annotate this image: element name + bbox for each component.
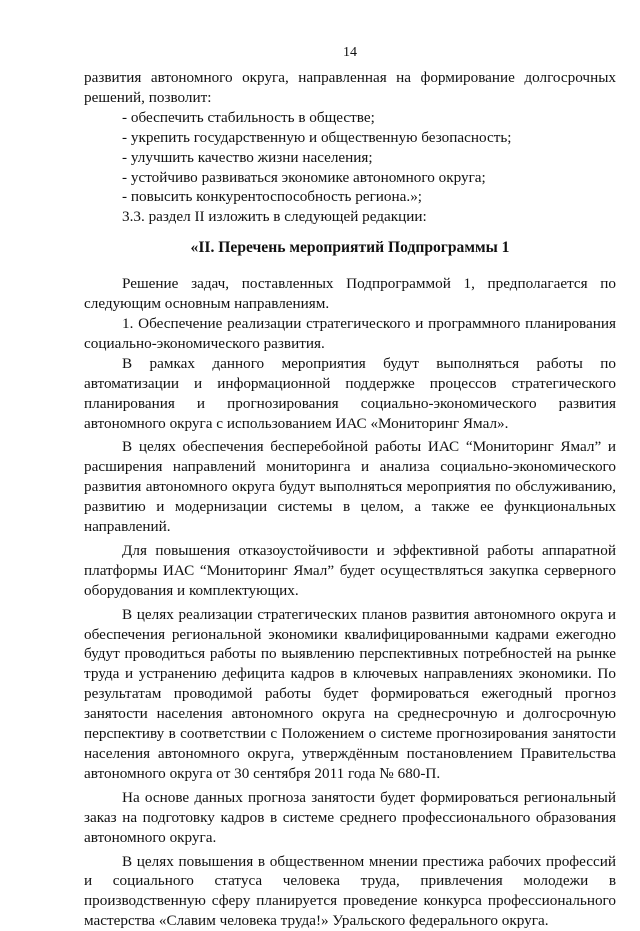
- section-heading: «II. Перечень мероприятий Подпрограммы 1: [190, 239, 510, 257]
- goal-item: - улучшить качество жизни населения;: [122, 148, 373, 166]
- page-number: 14: [343, 45, 357, 60]
- goal-item: - укрепить государственную и общественную безопасность;: [122, 128, 512, 146]
- body-paragraph: В целях повышения в общественном мнении престижа рабочих профессий и социального статуса человека труда, привлечения молодежи в производственную сферу планируется проведение конкурса профессионального мастерства «Славим человека труда!» Уральского федерального округа.: [84, 852, 616, 930]
- body-paragraph: Для повышения отказоустойчивости и эффективной работы аппаратной платформы ИАС “Мониторинг Ямал” будет осуществляться закупка серверного оборудования и комплектующих.: [84, 541, 616, 599]
- intro-paragraph: развития автономного округа, направленная на формирование долгосрочных решений, позволит:: [84, 69, 616, 106]
- goal-item: - обеспечить стабильность в обществе;: [122, 108, 375, 126]
- body-paragraph: Решение задач, поставленных Подпрограммой 1, предполагается по следующим основным направлениям.: [84, 275, 616, 313]
- document-page: [84, 44, 616, 931]
- body-paragraph: В целях обеспечения бесперебойной работы ИАС “Мониторинг Ямал” и расширения направлений мониторинга и анализа социально-экономического развития автономного округа будут выполняться мероприятия по обслуживанию, развитию и модернизации системы в целом, а также ее функциональных направлений.: [84, 438, 616, 536]
- goal-item: - повысить конкурентоспособность региона.»;: [122, 188, 423, 206]
- goal-item: - устойчиво развиваться экономике автономного округа;: [122, 168, 486, 186]
- body-paragraph: В рамках данного мероприятия будут выполняться работы по автоматизации и информационной поддержке процессов стратегического планирования и прогнозирования социально-экономического развития автономного округа с использованием ИАС «Мониторинг Ямал».: [84, 354, 616, 432]
- body-paragraph: В целях реализации стратегических планов развития автономного округа и обеспечения региональной экономики квалифицированными кадрами ежегодно будут проводиться работы по выявлению перспективных потребностей на рынке труда и устранению дефицита кадров в ключевых направлениях экономики. По результатам проводимой работы будет формироваться ежегодный прогноз занятости населения автономного округа на среднесрочную и долгосрочную перспективу в соответствии с Положением о системе прогнозирования занятости населения автономного округа, утверждённым постановлением Правительства автономного округа от 30 сентября 2011 года № 680-П.: [84, 605, 616, 782]
- body-paragraph: 1. Обеспечение реализации стратегического и программного планирования социально-экономического развития.: [84, 314, 616, 352]
- goals-list: [84, 108, 616, 208]
- body-paragraph: На основе данных прогноза занятости будет формироваться региональный заказ на подготовку кадров в системе среднего профессионального образования автономного округа.: [84, 788, 616, 846]
- amendment-paragraph: 3.3. раздел II изложить в следующей редакции:: [122, 208, 427, 226]
